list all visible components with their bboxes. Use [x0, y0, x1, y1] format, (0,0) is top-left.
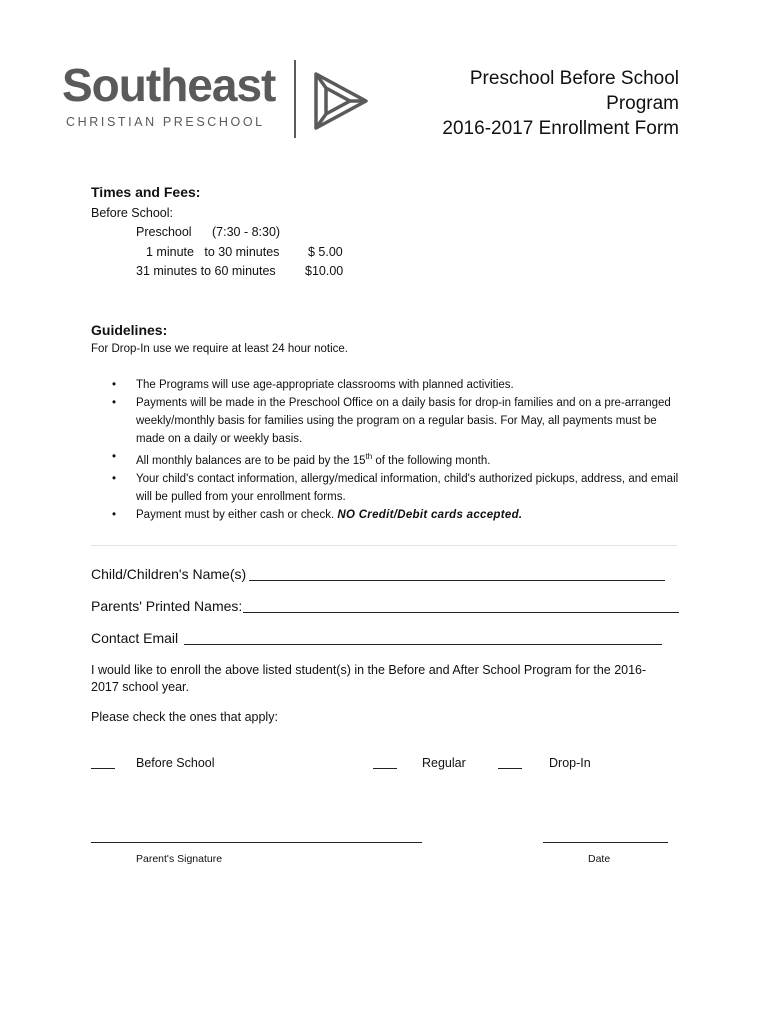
enroll-statement: I would like to enroll the above listed student(s) in the Before and After School Program for the 2016-2017 school year.	[91, 663, 647, 694]
check-instruction: Please check the ones that apply:	[91, 710, 278, 724]
before-school-checkbox[interactable]	[91, 768, 115, 769]
no-card-notice: NO Credit/Debit cards accepted.	[337, 508, 523, 521]
logo-divider	[294, 60, 296, 138]
rate1-price: $ 5.00	[308, 245, 343, 259]
logo-wordmark: Southeast	[62, 59, 276, 111]
guidelines-heading: Guidelines:	[91, 322, 168, 338]
guidelines-intro: For Drop-In use we require at least 24 hour notice.	[91, 343, 348, 355]
rate2-price: $10.00	[305, 264, 344, 278]
preschool-label: Preschool	[136, 225, 192, 239]
title-line-2: Program	[606, 93, 679, 114]
option-regular: Regular	[422, 756, 466, 770]
drop-in-checkbox[interactable]	[498, 768, 522, 769]
superscript-th: th	[365, 452, 373, 461]
guideline-text: of the following month.	[372, 454, 491, 467]
guideline-text: Payment must by either cash or check.	[136, 508, 338, 521]
regular-checkbox[interactable]	[373, 768, 397, 769]
preschool-time: (7:30 - 8:30)	[212, 225, 281, 239]
signature-label: Parent's Signature	[136, 853, 223, 865]
guideline-text: The Programs will use age-appropriate classrooms with planned activities.	[136, 379, 514, 391]
option-drop-in: Drop-In	[549, 756, 591, 770]
rate1-range: 1 minute to 30 minutes	[146, 245, 280, 259]
contact-email-field[interactable]	[184, 644, 662, 645]
list-item	[91, 376, 681, 394]
section-divider	[91, 545, 677, 546]
form-title	[442, 66, 679, 141]
parents-names-field[interactable]	[243, 612, 679, 613]
list-item	[91, 506, 681, 524]
times-fees-heading: Times and Fees:	[91, 184, 201, 200]
logo-subtitle: CHRISTIAN PRESCHOOL	[66, 115, 265, 129]
contact-email-label: Contact Email	[91, 630, 179, 646]
guidelines-list	[91, 376, 681, 524]
list-item	[91, 448, 681, 470]
list-item	[91, 470, 681, 506]
parents-names-label: Parents' Printed Names:	[91, 598, 243, 614]
guideline-text: All monthly balances are to be paid by the 15	[136, 454, 366, 467]
option-before-school: Before School	[136, 756, 215, 770]
list-item	[91, 394, 681, 448]
guideline-text: Your child's contact information, allergy/medical information, child's authorized pickups, address, and email will be pulled from your enrollment forms.	[136, 472, 679, 503]
guideline-text: Payments will be made in the Preschool Office on a daily basis for drop-in families and on a pre-arranged weekly/monthly basis for families using the program on a regular basis. For May, all payments must be made on a daily or weekly basis.	[136, 397, 671, 445]
date-field[interactable]	[543, 842, 668, 843]
date-label: Date	[588, 853, 611, 865]
before-school-label: Before School:	[91, 206, 173, 220]
rate2-range: 31 minutes to 60 minutes	[136, 264, 276, 278]
title-line-1: Preschool Before School	[469, 68, 679, 89]
child-name-label: Child/Children's Name(s)	[91, 566, 247, 582]
play-triangle-logo-icon	[312, 70, 370, 137]
child-name-field[interactable]	[249, 580, 665, 581]
signature-field[interactable]	[91, 842, 422, 843]
title-line-3: 2016-2017 Enrollment Form	[442, 118, 679, 139]
